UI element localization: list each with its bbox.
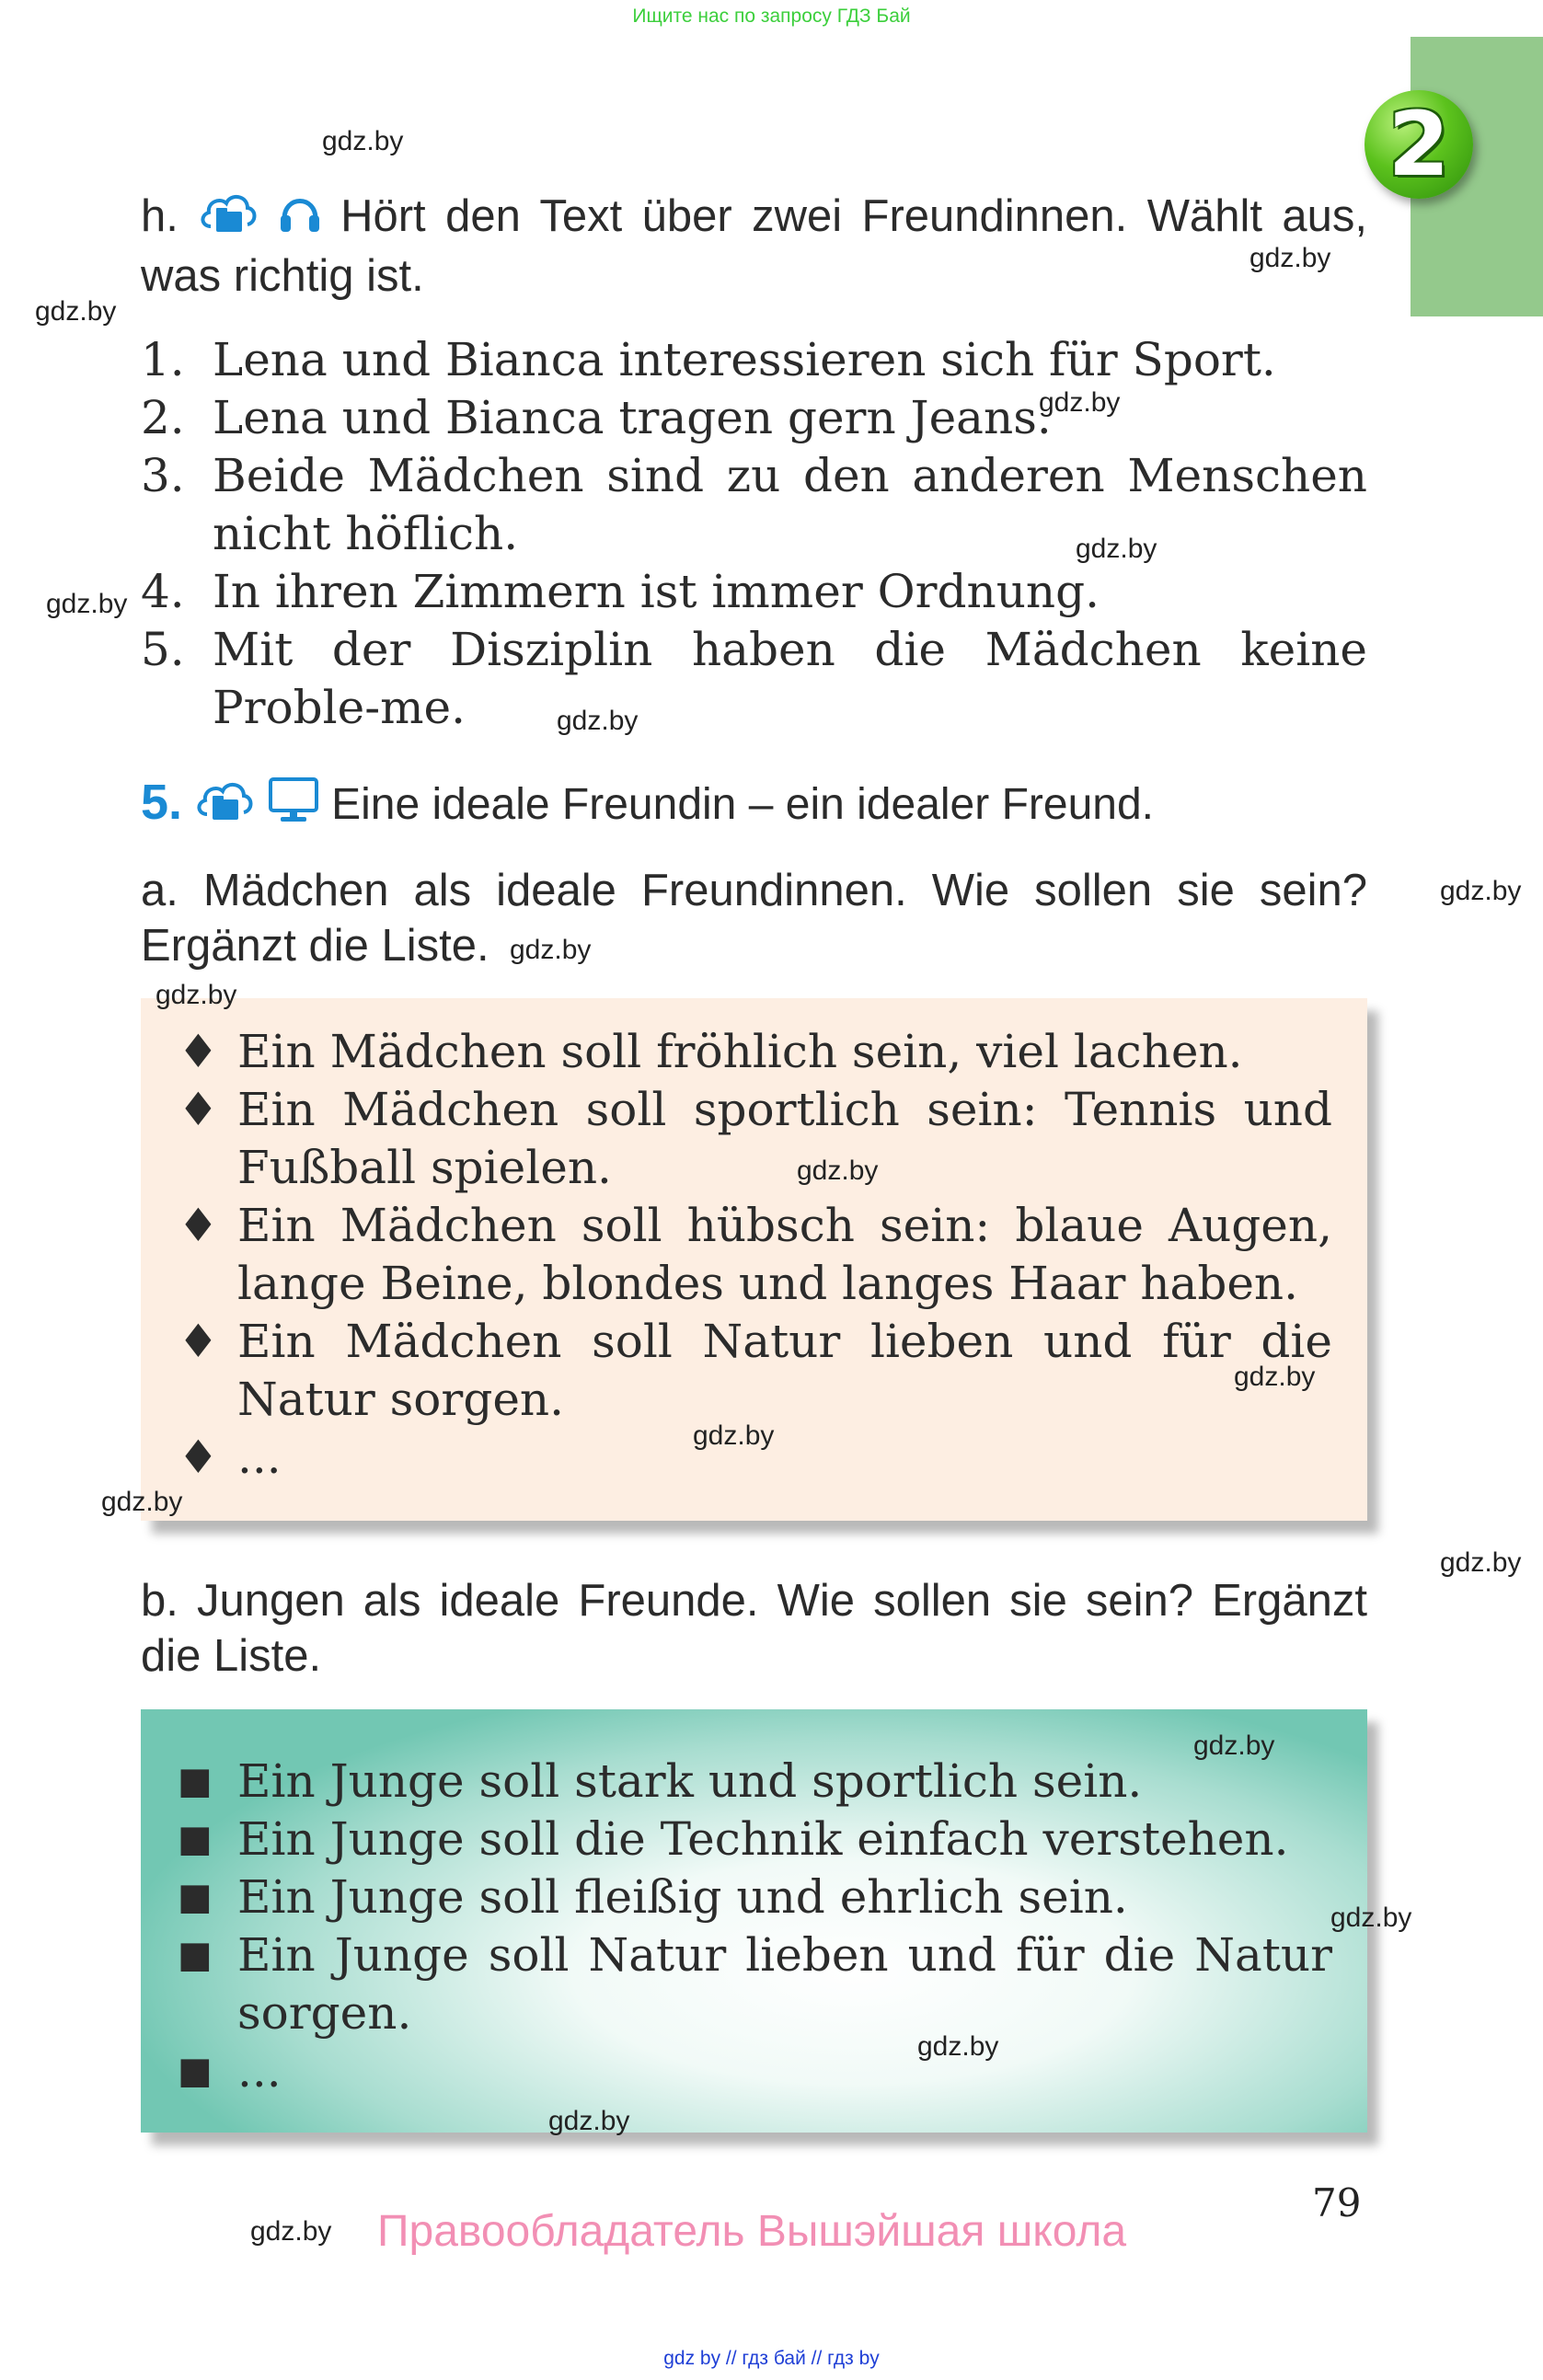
list-item: 4. In ihren Zimmern ist immer Ordnung.	[141, 565, 1100, 618]
task-a-heading	[141, 863, 1367, 973]
watermark: gdz.by	[101, 1487, 183, 1517]
watermark: gdz.by	[250, 2216, 332, 2247]
watermark: gdz.by	[917, 2031, 999, 2062]
top-banner: Ищите нас по запросу ГДЗ Бай	[632, 6, 911, 27]
square-bullet-icon: ■	[178, 1818, 213, 1860]
exercise-5-number: 5.	[141, 775, 183, 830]
square-bullet-icon: ■	[178, 2050, 213, 2092]
page-number: 79	[1312, 2180, 1362, 2225]
task-b-heading	[141, 1573, 1367, 1684]
task-a-label: a.	[141, 866, 178, 915]
watermark: gdz.by	[1440, 876, 1522, 906]
watermark: gdz.by	[1193, 1730, 1275, 1761]
square-bullet-icon: ■	[178, 1934, 213, 1976]
list-item: ♦ ...	[141, 1429, 1332, 1487]
list-item: ♦ Ein Mädchen soll Natur lieben und für die Natur sorgen.	[141, 1313, 1332, 1429]
headphones-icon	[279, 190, 321, 248]
exercise-5-heading	[141, 775, 1367, 838]
bottom-banner: gdz by // гдз бай // гдз by	[663, 2348, 880, 2369]
statement-list	[141, 331, 1367, 737]
diamond-bullet-icon: ♦	[178, 1431, 219, 1484]
watermark: gdz.by	[548, 2106, 630, 2136]
boys-list	[141, 1753, 1332, 2100]
list-item: ♦ Ein Mädchen soll sportlich sein: Tennis und Fußball spielen.	[141, 1081, 1332, 1197]
watermark: gdz.by	[1076, 534, 1157, 564]
list-item: ♦ Ein Mädchen soll hübsch sein: blaue Augen, lange Beine, blondes und langes Haar haben.	[141, 1197, 1332, 1313]
watermark: gdz.by	[35, 296, 117, 327]
watermark: gdz.by	[1039, 387, 1121, 418]
cloud-folder-icon	[194, 777, 255, 837]
watermark: gdz.by	[322, 126, 404, 156]
task-a-text: Mädchen als ideale Freundinnen. Wie sollen sie sein? Ergänzt die Liste.	[141, 866, 1367, 971]
list-item: ■ ...	[141, 2042, 1332, 2100]
watermark: gdz.by	[1234, 1362, 1316, 1392]
list-item: 5. Mit der Disziplin haben die Mädchen keine Proble-me.	[141, 623, 1367, 734]
diamond-bullet-icon: ♦	[178, 1315, 219, 1368]
diamond-bullet-icon: ♦	[178, 1199, 219, 1252]
diamond-bullet-icon: ♦	[178, 1083, 219, 1136]
list-item: ■ Ein Junge soll stark und sportlich sein.	[141, 1753, 1332, 1811]
exercise-h-text: Hört den Text über zwei Freundinnen. Wählt aus, was richtig ist.	[141, 191, 1367, 302]
task-b-label: b.	[141, 1576, 178, 1626]
chapter-badge: 2	[1365, 90, 1473, 199]
watermark: gdz.by	[46, 589, 128, 619]
girls-list	[141, 1023, 1332, 1487]
list-item: 3. Beide Mädchen sind zu den anderen Menschen nicht höflich.	[141, 449, 1367, 560]
list-item: 1. Lena und Bianca interessieren sich für Sport.	[141, 333, 1276, 386]
watermark: gdz.by	[557, 706, 639, 736]
watermark: gdz.by	[510, 935, 592, 965]
task-b-text: Jungen als ideale Freunde. Wie sollen sie sein? Ergänzt die Liste.	[141, 1576, 1367, 1681]
monitor-icon	[268, 776, 319, 838]
exercise-5-title: Eine ideale Freundin – ein idealer Freund.	[331, 780, 1154, 829]
watermark: gdz.by	[797, 1156, 879, 1186]
list-item: ■ Ein Junge soll die Technik einfach verstehen.	[141, 1811, 1332, 1868]
copyright-notice: Правообладатель Вышэйшая школа	[377, 2207, 1127, 2256]
square-bullet-icon: ■	[178, 1876, 213, 1918]
cloud-folder-icon	[198, 190, 259, 248]
square-bullet-icon: ■	[178, 1760, 213, 1802]
exercise-h-label: h.	[141, 191, 178, 241]
watermark: gdz.by	[1440, 1547, 1522, 1578]
list-item: 2. Lena und Bianca tragen gern Jeans.	[141, 391, 1052, 444]
exercise-h-heading	[141, 189, 1367, 304]
watermark: gdz.by	[155, 980, 237, 1010]
watermark: gdz.by	[1330, 1903, 1412, 1933]
list-item: ♦ Ein Mädchen soll fröhlich sein, viel lachen.	[141, 1023, 1332, 1081]
watermark: gdz.by	[1249, 243, 1331, 273]
list-item: ■ Ein Junge soll Natur lieben und für die Natur sorgen.	[141, 1926, 1332, 2042]
list-item: ■ Ein Junge soll fleißig und ehrlich sein.	[141, 1868, 1332, 1926]
watermark: gdz.by	[693, 1420, 775, 1451]
diamond-bullet-icon: ♦	[178, 1025, 219, 1078]
